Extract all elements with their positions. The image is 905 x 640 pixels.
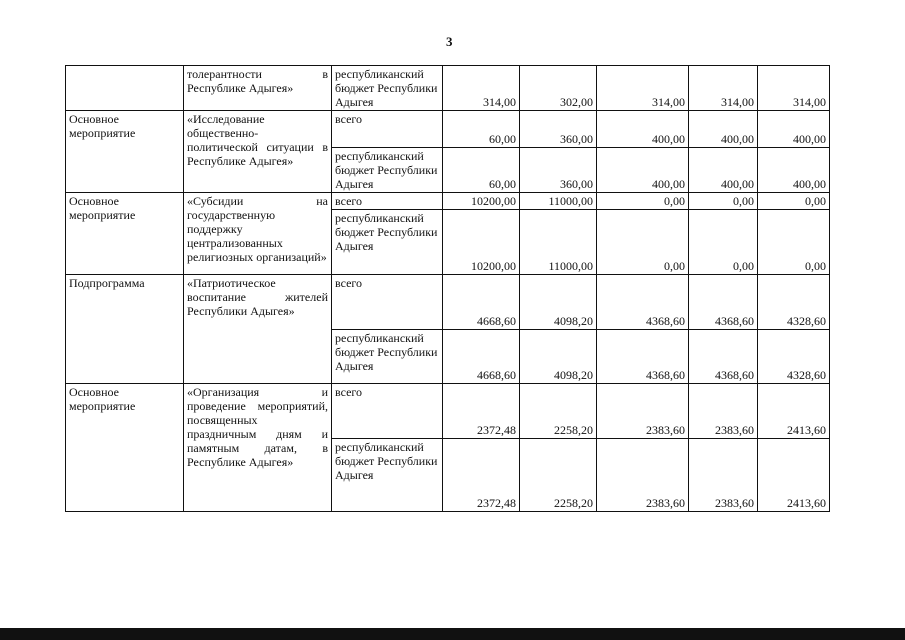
value-cell: 2383,60: [597, 384, 689, 439]
value-cell: 2383,60: [597, 439, 689, 512]
value-cell: 314,00: [758, 66, 830, 111]
page-number: 3: [446, 34, 453, 49]
table-row: [66, 111, 830, 148]
funding-source-cell: всего: [332, 275, 443, 330]
value-cell: 400,00: [758, 148, 830, 193]
value-cell: 314,00: [689, 66, 758, 111]
value-cell: 2413,60: [758, 439, 830, 512]
value-cell: 4098,20: [520, 330, 597, 384]
table-row: [66, 66, 830, 111]
value-cell: 360,00: [520, 148, 597, 193]
value-cell: 400,00: [597, 111, 689, 148]
value-cell: 314,00: [443, 66, 520, 111]
table-row: [66, 193, 830, 210]
value-cell: 2258,20: [520, 439, 597, 512]
value-cell: 4368,60: [689, 330, 758, 384]
value-cell: 60,00: [443, 148, 520, 193]
value-cell: 4328,60: [758, 275, 830, 330]
table-row: [66, 384, 830, 439]
value-cell: 400,00: [689, 148, 758, 193]
value-cell: 4368,60: [689, 275, 758, 330]
value-cell: 0,00: [689, 210, 758, 275]
value-cell: 11000,00: [520, 193, 597, 210]
type-cell: Основное мероприятие: [66, 384, 184, 512]
type-cell: Подпрограмма: [66, 275, 184, 384]
funding-source-cell: республиканский бюджет Республики Адыгея: [332, 66, 443, 111]
scan-edge-bar: [0, 628, 905, 640]
funding-source-cell: республиканский бюджет Республики Адыгея: [332, 330, 443, 384]
value-cell: 2383,60: [689, 439, 758, 512]
type-cell: [66, 66, 184, 111]
event-name-cell: «Организация и проведение мероприятий, посвященных праздничным дням и памятным датам, в Республике Адыгея»: [184, 384, 332, 512]
event-name-cell: «Исследование общественно-политической ситуации в Республике Адыгея»: [184, 111, 332, 193]
value-cell: 314,00: [597, 66, 689, 111]
value-cell: 2258,20: [520, 384, 597, 439]
value-cell: 400,00: [758, 111, 830, 148]
table-row: [66, 275, 830, 330]
type-cell: Основное мероприятие: [66, 193, 184, 275]
value-cell: 4668,60: [443, 330, 520, 384]
type-cell: Основное мероприятие: [66, 111, 184, 193]
value-cell: 2372,48: [443, 439, 520, 512]
value-cell: 2383,60: [689, 384, 758, 439]
value-cell: 10200,00: [443, 193, 520, 210]
value-cell: 400,00: [689, 111, 758, 148]
value-cell: 11000,00: [520, 210, 597, 275]
funding-source-cell: всего: [332, 111, 443, 148]
funding-source-cell: республиканский бюджет Республики Адыгея: [332, 148, 443, 193]
funding-source-cell: всего: [332, 193, 443, 210]
value-cell: 0,00: [758, 193, 830, 210]
value-cell: 4368,60: [597, 275, 689, 330]
value-cell: 4668,60: [443, 275, 520, 330]
funding-source-cell: всего: [332, 384, 443, 439]
value-cell: 0,00: [597, 193, 689, 210]
value-cell: 302,00: [520, 66, 597, 111]
value-cell: 400,00: [597, 148, 689, 193]
funding-source-cell: республиканский бюджет Республики Адыгея: [332, 210, 443, 275]
event-name-cell: «Патриотическое воспитание жителей Республики Адыгея»: [184, 275, 332, 384]
value-cell: 10200,00: [443, 210, 520, 275]
value-cell: 0,00: [758, 210, 830, 275]
value-cell: 4368,60: [597, 330, 689, 384]
value-cell: 0,00: [689, 193, 758, 210]
event-name-cell: «Субсидии на государственную поддержку централизованных религиозных организаций»: [184, 193, 332, 275]
value-cell: 2413,60: [758, 384, 830, 439]
budget-table: [65, 65, 830, 512]
value-cell: 2372,48: [443, 384, 520, 439]
value-cell: 60,00: [443, 111, 520, 148]
value-cell: 0,00: [597, 210, 689, 275]
value-cell: 4098,20: [520, 275, 597, 330]
funding-source-cell: республиканский бюджет Республики Адыгея: [332, 439, 443, 512]
value-cell: 360,00: [520, 111, 597, 148]
value-cell: 4328,60: [758, 330, 830, 384]
event-name-cell: толерантности в Республике Адыгея»: [184, 66, 332, 111]
